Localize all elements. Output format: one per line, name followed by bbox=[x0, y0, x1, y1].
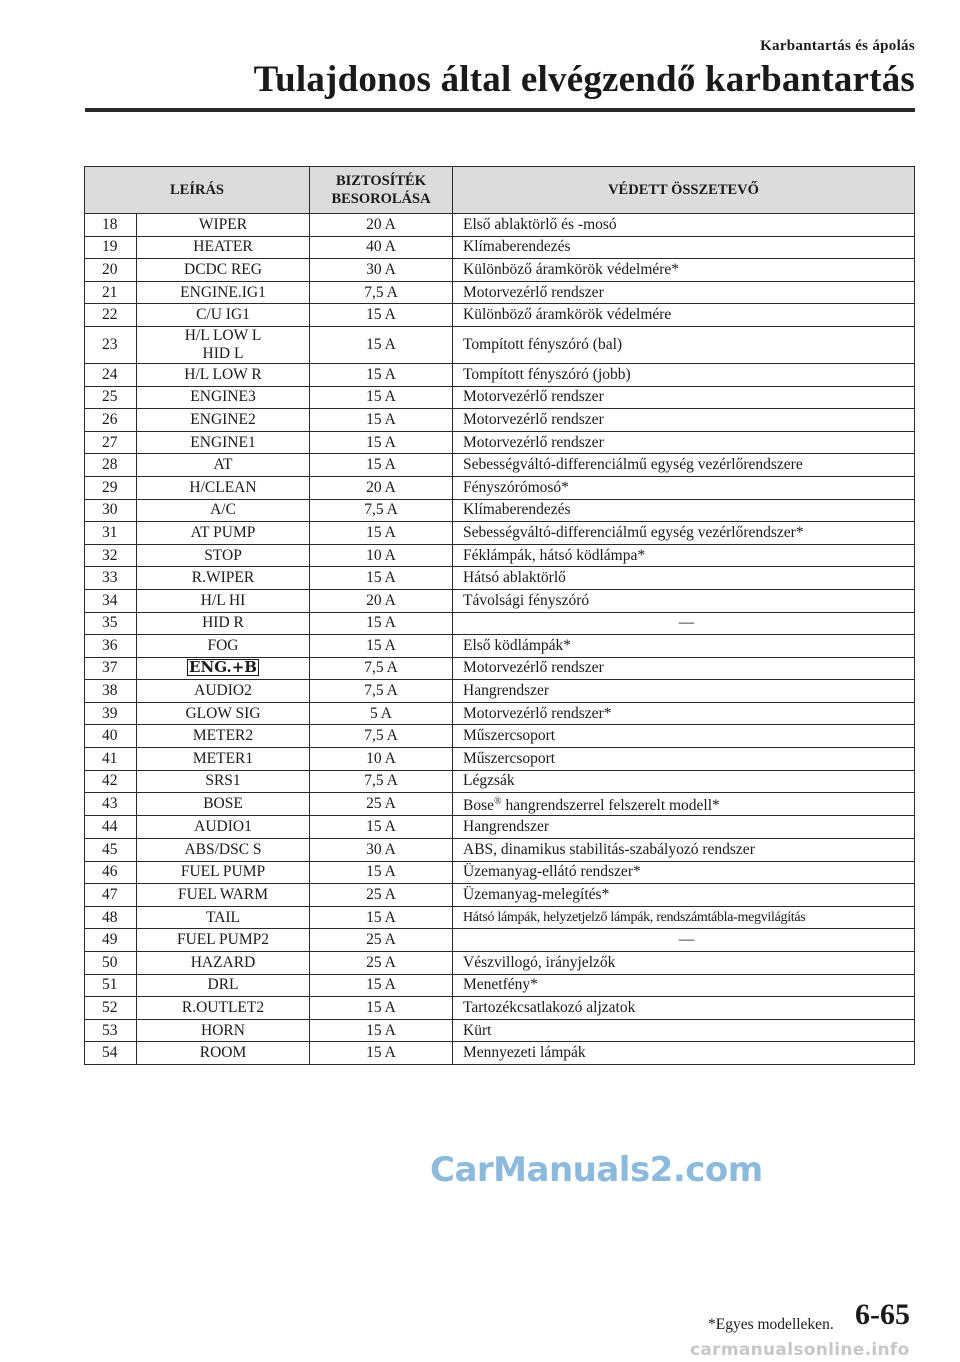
fuse-number: 33 bbox=[85, 567, 137, 590]
table-row bbox=[85, 236, 915, 259]
fuse-number: 54 bbox=[85, 1042, 137, 1065]
fuse-name-cell bbox=[137, 635, 310, 658]
fuse-number: 35 bbox=[85, 612, 137, 635]
fuse-name: WIPER bbox=[198, 215, 248, 233]
protected-component: Üzemanyag-ellátó rendszer* bbox=[453, 861, 915, 884]
column-header-component: VÉDETT ÖSSZETEVŐ bbox=[453, 167, 915, 214]
fuse-number: 39 bbox=[85, 702, 137, 725]
fuse-name: R.OUTLET2 bbox=[181, 998, 265, 1016]
protected-component: Hangrendszer bbox=[453, 680, 915, 703]
page-number: 6-65 bbox=[855, 1298, 910, 1331]
fuse-name: DRL bbox=[207, 976, 239, 994]
protected-component: Műszercsoport bbox=[453, 725, 915, 748]
fuse-number: 43 bbox=[85, 793, 137, 816]
protected-component: Tompított fényszóró (jobb) bbox=[453, 363, 915, 386]
fuse-name: ENGINE.IG1 bbox=[180, 283, 266, 301]
fuse-rating: 15 A bbox=[310, 1042, 453, 1065]
table-row bbox=[85, 567, 915, 590]
table-row bbox=[85, 725, 915, 748]
table-row bbox=[85, 454, 915, 477]
fuse-name-cell bbox=[137, 884, 310, 907]
fuse-number: 45 bbox=[85, 839, 137, 862]
fuse-table-body bbox=[85, 214, 915, 1065]
fuse-name: R.WIPER bbox=[191, 569, 255, 587]
protected-component: Klímaberendezés bbox=[453, 499, 915, 522]
fuse-number: 21 bbox=[85, 281, 137, 304]
fuse-name: AUDIO1 bbox=[194, 818, 252, 836]
fuse-number: 19 bbox=[85, 236, 137, 259]
fuse-name-cell bbox=[137, 281, 310, 304]
fuse-name: ENGINE2 bbox=[190, 410, 256, 428]
fuse-name-cell bbox=[137, 409, 310, 432]
table-row bbox=[85, 702, 915, 725]
fuse-name: METER1 bbox=[192, 749, 254, 767]
fuse-name: HORN bbox=[201, 1021, 245, 1039]
protected-component: Kürt bbox=[453, 1019, 915, 1042]
table-row bbox=[85, 951, 915, 974]
table-row bbox=[85, 657, 915, 680]
fuse-rating: 25 A bbox=[310, 793, 453, 816]
table-row bbox=[85, 748, 915, 771]
protected-component: Különböző áramkörök védelmére bbox=[453, 304, 915, 327]
protected-component: — bbox=[453, 612, 915, 635]
fuse-name: C/U IG1 bbox=[196, 306, 250, 324]
fuse-rating: 7,5 A bbox=[310, 725, 453, 748]
fuse-name: HID R bbox=[202, 614, 244, 632]
fuse-number: 53 bbox=[85, 1019, 137, 1042]
protected-component: Fényszórómosó* bbox=[453, 476, 915, 499]
protected-component: Motorvezérlő rendszer bbox=[453, 657, 915, 680]
table-row bbox=[85, 680, 915, 703]
header-divider bbox=[85, 108, 915, 112]
table-row bbox=[85, 929, 915, 952]
fuse-rating: 10 A bbox=[310, 544, 453, 567]
protected-component: Vészvillogó, irányjelzők bbox=[453, 951, 915, 974]
fuse-number: 48 bbox=[85, 906, 137, 929]
fuse-name-cell bbox=[137, 431, 310, 454]
fuse-rating: 15 A bbox=[310, 612, 453, 635]
fuse-name-cell bbox=[137, 544, 310, 567]
fuse-name-cell bbox=[137, 386, 310, 409]
fuse-rating: 7,5 A bbox=[310, 657, 453, 680]
protected-component: Első ködlámpák* bbox=[453, 635, 915, 658]
fuse-rating: 30 A bbox=[310, 839, 453, 862]
protected-component: Sebességváltó-differenciálmű egység vezérlőrendszer* bbox=[453, 522, 915, 545]
fuse-name: DCDC REG bbox=[184, 260, 262, 278]
fuse-number: 32 bbox=[85, 544, 137, 567]
table-row bbox=[85, 839, 915, 862]
table-header-row bbox=[85, 167, 915, 214]
table-row bbox=[85, 499, 915, 522]
fuse-name-cell bbox=[137, 259, 310, 282]
site-watermark: carmanualsonline.info bbox=[690, 1340, 910, 1360]
fuse-rating: 7,5 A bbox=[310, 281, 453, 304]
fuse-rating: 15 A bbox=[310, 861, 453, 884]
fuse-rating: 30 A bbox=[310, 259, 453, 282]
fuse-name: H/L LOW L bbox=[184, 326, 262, 344]
fuse-number: 46 bbox=[85, 861, 137, 884]
protected-component: Légzsák bbox=[453, 770, 915, 793]
fuse-name-cell bbox=[137, 839, 310, 862]
table-row bbox=[85, 974, 915, 997]
table-row bbox=[85, 1019, 915, 1042]
fuse-name-cell bbox=[137, 770, 310, 793]
fuse-name: FOG bbox=[207, 636, 239, 654]
table-row bbox=[85, 793, 915, 816]
table-row bbox=[85, 906, 915, 929]
fuse-name: A/C bbox=[210, 501, 236, 519]
fuse-number: 34 bbox=[85, 589, 137, 612]
fuse-name: ENGINE1 bbox=[190, 433, 256, 451]
protected-component: Motorvezérlő rendszer* bbox=[453, 702, 915, 725]
fuse-rating: 15 A bbox=[310, 326, 453, 363]
fuse-number: 44 bbox=[85, 816, 137, 839]
fuse-number: 24 bbox=[85, 363, 137, 386]
protected-component: Tompított fényszóró (bal) bbox=[453, 326, 915, 363]
fuse-rating: 15 A bbox=[310, 431, 453, 454]
table-row bbox=[85, 326, 915, 363]
fuse-name: TAIL bbox=[205, 908, 241, 926]
fuse-number: 27 bbox=[85, 431, 137, 454]
table-row bbox=[85, 635, 915, 658]
fuse-rating: 15 A bbox=[310, 906, 453, 929]
table-row bbox=[85, 884, 915, 907]
table-row bbox=[85, 386, 915, 409]
fuse-number: 51 bbox=[85, 974, 137, 997]
fuse-name: ENGINE3 bbox=[190, 388, 256, 406]
table-row bbox=[85, 431, 915, 454]
fuse-name-cell bbox=[137, 680, 310, 703]
table-row bbox=[85, 770, 915, 793]
protected-component: Tartozékcsatlakozó aljzatok bbox=[453, 997, 915, 1020]
fuse-name-cell bbox=[137, 906, 310, 929]
fuse-rating: 15 A bbox=[310, 409, 453, 432]
protected-component: Hangrendszer bbox=[453, 816, 915, 839]
fuse-name-cell bbox=[137, 997, 310, 1020]
protected-component: Klímaberendezés bbox=[453, 236, 915, 259]
protected-component: ABS, dinamikus stabilitás-szabályozó rendszer bbox=[453, 839, 915, 862]
table-row bbox=[85, 861, 915, 884]
fuse-number: 49 bbox=[85, 929, 137, 952]
fuse-rating: 40 A bbox=[310, 236, 453, 259]
fuse-rating: 15 A bbox=[310, 635, 453, 658]
fuse-name: H/CLEAN bbox=[189, 478, 257, 496]
column-header-rating-line1: BIZTOSÍTÉK bbox=[335, 173, 426, 189]
fuse-number: 18 bbox=[85, 214, 137, 237]
fuse-number: 26 bbox=[85, 409, 137, 432]
table-row bbox=[85, 281, 915, 304]
fuse-rating: 15 A bbox=[310, 454, 453, 477]
table-row bbox=[85, 1042, 915, 1065]
fuse-name-cell bbox=[137, 476, 310, 499]
fuse-number: 22 bbox=[85, 304, 137, 327]
fuse-rating: 7,5 A bbox=[310, 770, 453, 793]
fuse-name-line2: HID L bbox=[202, 344, 244, 362]
fuse-rating: 15 A bbox=[310, 567, 453, 590]
table-row bbox=[85, 214, 915, 237]
fuse-rating: 25 A bbox=[310, 951, 453, 974]
fuse-name: SRS1 bbox=[205, 772, 241, 790]
fuse-number: 40 bbox=[85, 725, 137, 748]
fuse-name-cell bbox=[137, 499, 310, 522]
fuse-name-cell bbox=[137, 929, 310, 952]
fuse-number: 42 bbox=[85, 770, 137, 793]
fuse-rating: 15 A bbox=[310, 363, 453, 386]
fuse-number: 36 bbox=[85, 635, 137, 658]
table-row bbox=[85, 612, 915, 635]
fuse-number: 47 bbox=[85, 884, 137, 907]
fuse-name: STOP bbox=[204, 546, 242, 564]
fuse-name: H/L LOW R bbox=[184, 365, 262, 383]
fuse-name-cell bbox=[137, 816, 310, 839]
column-header-rating bbox=[310, 167, 453, 214]
protected-component: — bbox=[453, 929, 915, 952]
protected-component: Bose® hangrendszerrel felszerelt modell* bbox=[453, 793, 915, 816]
table-row bbox=[85, 589, 915, 612]
protected-component: Motorvezérlő rendszer bbox=[453, 409, 915, 432]
fuse-name-cell bbox=[137, 214, 310, 237]
fuse-name-cell bbox=[137, 1042, 310, 1065]
fuse-name: GLOW SIG bbox=[185, 704, 261, 722]
fuse-name: FUEL PUMP2 bbox=[176, 931, 270, 949]
fuse-rating: 25 A bbox=[310, 929, 453, 952]
fuse-name: ROOM bbox=[199, 1044, 247, 1062]
fuse-name-cell bbox=[137, 1019, 310, 1042]
fuse-name: AT bbox=[213, 456, 233, 474]
fuse-number: 41 bbox=[85, 748, 137, 771]
fuse-name-cell bbox=[137, 454, 310, 477]
fuse-name: HEATER bbox=[193, 238, 253, 256]
protected-component: Mennyezeti lámpák bbox=[453, 1042, 915, 1065]
table-row bbox=[85, 476, 915, 499]
protected-component: Műszercsoport bbox=[453, 748, 915, 771]
fuse-name-cell bbox=[137, 326, 310, 363]
fuse-number: 23 bbox=[85, 326, 137, 363]
fuse-rating: 7,5 A bbox=[310, 680, 453, 703]
fuse-name-cell bbox=[137, 725, 310, 748]
table-row bbox=[85, 544, 915, 567]
fuse-rating: 15 A bbox=[310, 304, 453, 327]
watermark-logo: CarManuals2.com bbox=[430, 1150, 763, 1190]
fuse-rating: 15 A bbox=[310, 1019, 453, 1042]
fuse-name-cell bbox=[137, 951, 310, 974]
fuse-name-cell bbox=[137, 612, 310, 635]
fuse-name-cell bbox=[137, 657, 310, 680]
column-header-description: LEÍRÁS bbox=[85, 167, 310, 214]
fuse-name-cell bbox=[137, 748, 310, 771]
protected-component: Távolsági fényszóró bbox=[453, 589, 915, 612]
fuse-number: 38 bbox=[85, 680, 137, 703]
fuse-name: ENG.+B bbox=[189, 658, 257, 677]
fuse-name-cell bbox=[137, 974, 310, 997]
protected-component: Menetfény* bbox=[453, 974, 915, 997]
protected-component: Hátsó lámpák, helyzetjelző lámpák, rendszámtábla-megvilágítás bbox=[453, 906, 915, 929]
fuse-number: 30 bbox=[85, 499, 137, 522]
fuse-rating: 15 A bbox=[310, 386, 453, 409]
protected-component: Első ablaktörlő és -mosó bbox=[453, 214, 915, 237]
fuse-rating: 15 A bbox=[310, 997, 453, 1020]
table-row bbox=[85, 409, 915, 432]
fuse-name: HAZARD bbox=[190, 953, 256, 971]
fuse-name-cell bbox=[137, 589, 310, 612]
fuse-name-cell bbox=[137, 236, 310, 259]
fuse-name-cell bbox=[137, 304, 310, 327]
fuse-name-cell bbox=[137, 793, 310, 816]
fuse-rating: 20 A bbox=[310, 476, 453, 499]
table-row bbox=[85, 816, 915, 839]
table-row bbox=[85, 304, 915, 327]
fuse-rating: 5 A bbox=[310, 702, 453, 725]
protected-component: Hátsó ablaktörlő bbox=[453, 567, 915, 590]
table-row bbox=[85, 259, 915, 282]
fuse-rating: 25 A bbox=[310, 884, 453, 907]
fuse-name: H/L HI bbox=[200, 591, 246, 609]
fuse-rating: 20 A bbox=[310, 589, 453, 612]
fuse-number: 25 bbox=[85, 386, 137, 409]
fuse-name-cell bbox=[137, 567, 310, 590]
protected-component: Motorvezérlő rendszer bbox=[453, 431, 915, 454]
protected-component: Motorvezérlő rendszer bbox=[453, 281, 915, 304]
table-row bbox=[85, 363, 915, 386]
fuse-name-cell bbox=[137, 522, 310, 545]
registered-mark: ® bbox=[494, 796, 502, 808]
protected-component: Üzemanyag-melegítés* bbox=[453, 884, 915, 907]
fuse-name: BOSE bbox=[203, 795, 243, 813]
page-title: Tulajdonos által elvégzendő karbantartás bbox=[253, 59, 915, 100]
fuse-number: 31 bbox=[85, 522, 137, 545]
fuse-rating: 10 A bbox=[310, 748, 453, 771]
fuse-number: 52 bbox=[85, 997, 137, 1020]
fuse-name-cell bbox=[137, 363, 310, 386]
fuse-name: FUEL WARM bbox=[178, 885, 268, 903]
fuse-number: 37 bbox=[85, 657, 137, 680]
fuse-number: 20 bbox=[85, 259, 137, 282]
column-header-rating-line2: BESOROLÁSA bbox=[331, 191, 431, 207]
table-row bbox=[85, 997, 915, 1020]
table-row bbox=[85, 522, 915, 545]
fuse-name-cell bbox=[137, 702, 310, 725]
fuse-name: FUEL PUMP bbox=[180, 863, 266, 881]
fuse-name: AUDIO2 bbox=[194, 682, 252, 700]
protected-component: Motorvezérlő rendszer bbox=[453, 386, 915, 409]
section-heading: Karbantartás és ápolás bbox=[760, 38, 915, 54]
fuse-number: 50 bbox=[85, 951, 137, 974]
fuse-rating: 15 A bbox=[310, 816, 453, 839]
fuse-rating: 7,5 A bbox=[310, 499, 453, 522]
protected-component: Sebességváltó-differenciálmű egység vezérlőrendszere bbox=[453, 454, 915, 477]
fuse-name: METER2 bbox=[192, 727, 254, 745]
fuse-number: 28 bbox=[85, 454, 137, 477]
fuse-rating: 15 A bbox=[310, 522, 453, 545]
fuse-name-cell bbox=[137, 861, 310, 884]
protected-component: Különböző áramkörök védelmére* bbox=[453, 259, 915, 282]
fuse-name: ABS/DSC S bbox=[184, 840, 262, 858]
protected-component: Féklámpák, hátsó ködlámpa* bbox=[453, 544, 915, 567]
footnote: *Egyes modelleken. bbox=[708, 1316, 834, 1333]
fuse-rating: 15 A bbox=[310, 974, 453, 997]
fuse-rating: 20 A bbox=[310, 214, 453, 237]
fuse-number: 29 bbox=[85, 476, 137, 499]
fuse-table bbox=[84, 166, 915, 1065]
fuse-name: AT PUMP bbox=[190, 523, 256, 541]
